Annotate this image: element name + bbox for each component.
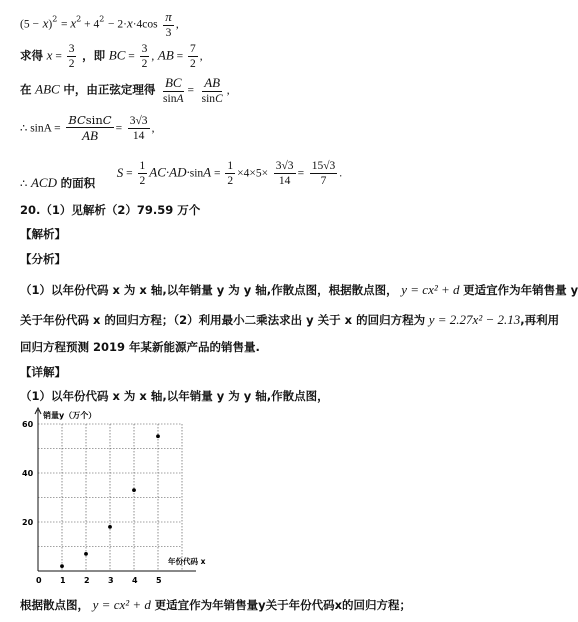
area-line: ∴ ACD 的面积 S = $\frac{1}{2}$ AC·AD·sinA = $\frac{1}{2}$ ×4×5× $\frac{3√3}{14}$ = $\frac{15√3}{7}$ . xyxy=(20,160,343,190)
chart-grid xyxy=(38,424,182,571)
paragraph-3: 回归方程预测 2019 年某新能源产品的销售量. xyxy=(20,340,260,354)
chart-ticks xyxy=(22,420,162,585)
sine-rule-line: 在 ABC 中，由正弦定理得 $\frac{BC}{\sin A}$ = $\frac{AB}{\sin C}$ , xyxy=(20,75,230,105)
paragraph-4: （1）以年份代码 x 为 x 轴,以年销量 y 为 y 轴,作散点图， xyxy=(20,389,329,403)
paragraph-1: （1）以年份代码 x 为 x 轴,以年销量 y 为 y 轴,作散点图，根据散点图， y = cx² + d 更适宜作为年销售量 y xyxy=(20,282,578,297)
paragraph-2: 关于年份代码 x 的回归方程；（2）利用最小二乘法求出 y 关于 x 的回归方程为 y = 2.27x² − 2.13,再利用 xyxy=(20,312,560,327)
x-tick-label: 3 xyxy=(108,576,114,585)
x-axis-label: 年份代码 x xyxy=(168,557,206,566)
equation-law-of-cosines: $(5 - x)^2 = x^2 + 4^2 - 2\cdot x\cdot 4\cos$ $\frac{\pi}{3}$ , xyxy=(20,9,179,39)
y-axis-label: 销量y（万个） xyxy=(43,411,97,420)
scatter-chart xyxy=(18,404,218,584)
x-tick-label: 1 xyxy=(60,576,66,585)
analysis-header: 【解析】 xyxy=(20,227,66,241)
x-tick-label: 5 xyxy=(156,576,162,585)
q20-heading: 20.（1）见解析（2）79.59 万个 xyxy=(20,203,201,217)
sin-a-line: ∴ sinA = $\frac{BCsinC}{AB}$ = $\frac{3√3}{14}$ , xyxy=(20,113,155,144)
x-tick-label: 4 xyxy=(132,576,138,585)
data-point xyxy=(60,564,64,568)
data-point xyxy=(132,488,136,492)
x-tick-label: 0 xyxy=(36,576,42,585)
y-tick-label: 40 xyxy=(22,469,34,478)
x-tick-label: 2 xyxy=(84,576,90,585)
data-point xyxy=(156,434,160,438)
data-point xyxy=(108,525,112,529)
y-tick-label: 60 xyxy=(22,420,34,429)
result-line: 求得 x = $\frac{3}{2}$ ，即 BC = $\frac{3}{2}$ , AB = $\frac{7}{2}$ , xyxy=(20,43,203,71)
triangle-abc: ABC xyxy=(35,81,60,97)
data-point xyxy=(84,552,88,556)
detail-header: 【详解】 xyxy=(20,365,66,379)
analysis-sub-header: 【分析】 xyxy=(20,252,66,266)
y-tick-label: 20 xyxy=(22,518,34,527)
paragraph-5: 根据散点图， y = cx² + d 更适宜作为年销售量y关于年份代码x的回归方程； xyxy=(20,597,411,612)
